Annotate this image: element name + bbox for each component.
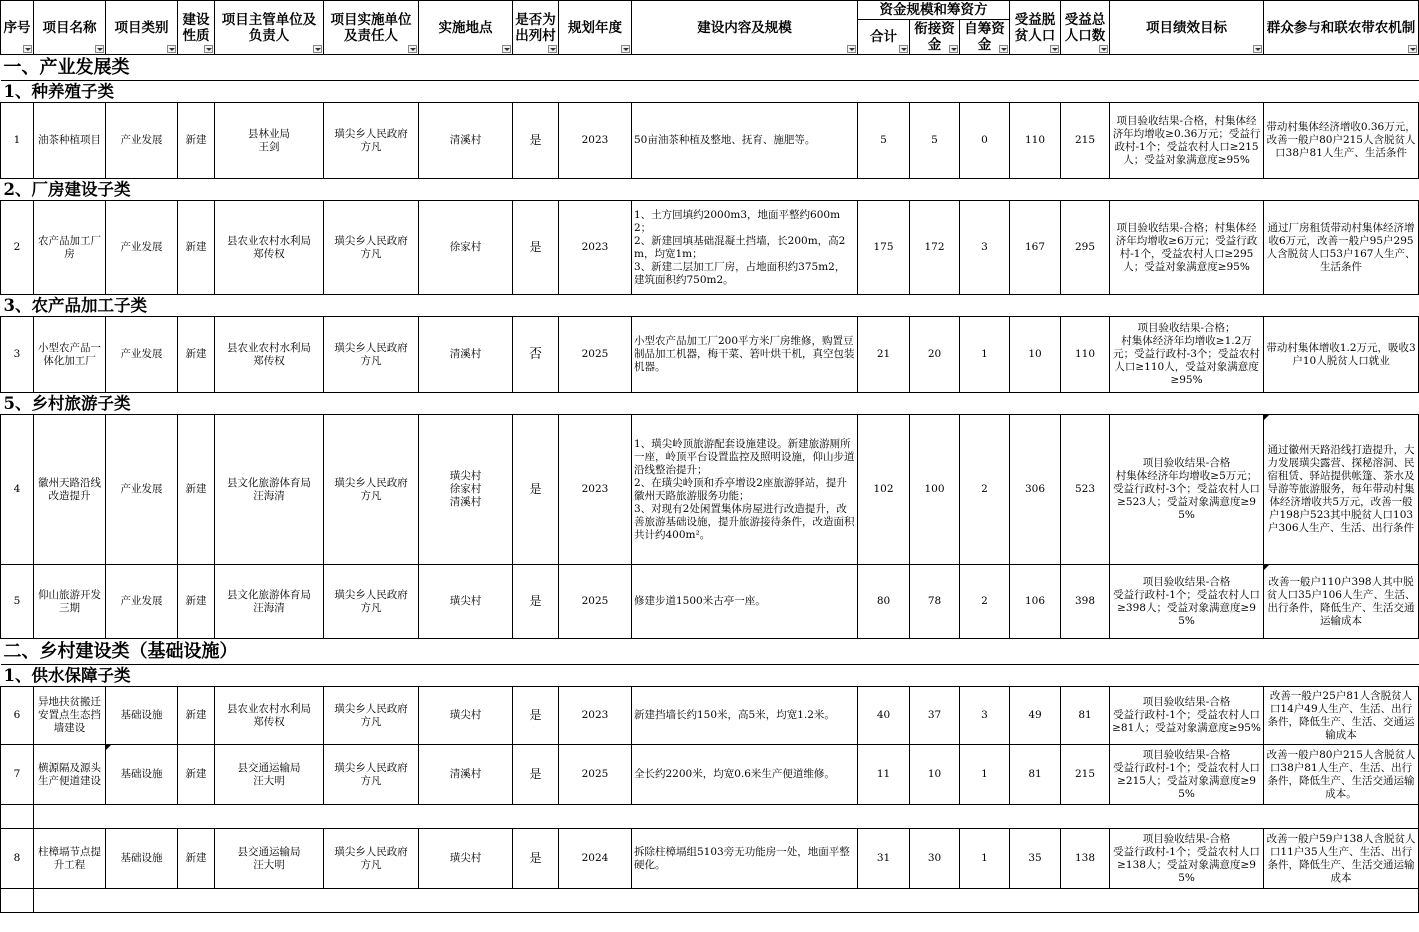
- cell-name[interactable]: 柱樟塥节点提升工程: [34, 829, 106, 889]
- cell-implementer[interactable]: 璜尖乡人民政府 方凡: [324, 745, 419, 805]
- header-mechanism[interactable]: [1264, 1, 1419, 55]
- cell-total[interactable]: 5: [858, 103, 910, 179]
- header-nature-label: 建设性质: [182, 11, 210, 44]
- cell-self-funds[interactable]: 3: [960, 687, 1010, 745]
- cell-location[interactable]: 璜尖村: [419, 829, 513, 889]
- cell-location[interactable]: 璜尖村: [419, 565, 513, 639]
- cell-linked-funds[interactable]: 78: [910, 565, 960, 639]
- header-benefit-total[interactable]: [1061, 1, 1110, 55]
- cell-year[interactable]: 2025: [559, 565, 632, 639]
- table-row: [1, 829, 1419, 889]
- cell-supervisor[interactable]: 县文化旅游体育局 汪海清: [215, 565, 324, 639]
- cell-nature[interactable]: 新建: [178, 201, 215, 295]
- table-row: [1, 317, 1419, 393]
- cell-self-funds[interactable]: 2: [960, 415, 1010, 565]
- cell-category[interactable]: 基础设施: [106, 687, 178, 745]
- cell-name[interactable]: 仰山旅游开发三期: [34, 565, 106, 639]
- cell-location[interactable]: 徐家村: [419, 201, 513, 295]
- cell-supervisor[interactable]: 县农业农村水利局 郑传权: [215, 201, 324, 295]
- subsection-heading[interactable]: 2、厂房建设子类: [1, 179, 1419, 201]
- header-goal[interactable]: [1110, 1, 1264, 55]
- table-row: [1, 103, 1419, 179]
- subsection-heading-row: [1, 393, 1419, 415]
- cell-name[interactable]: 小型农产品一体化加工厂: [34, 317, 106, 393]
- filter-dropdown-icon[interactable]: [313, 45, 322, 53]
- cell-total[interactable]: 31: [858, 829, 910, 889]
- cell-supervisor[interactable]: 县文化旅游体育局 汪海清: [215, 415, 324, 565]
- cell-mechanism[interactable]: 改善一般户25户81人含脱贫人口14户49人生产、生活、出行条件，降低生产、生活、交通运输成本: [1264, 687, 1419, 745]
- filter-dropdown-icon[interactable]: [548, 45, 557, 53]
- cell-benefit-poor[interactable]: 10: [1010, 317, 1061, 393]
- cell-content[interactable]: 新建挡墙长约150米，高5米，均宽1.2米。: [632, 687, 858, 745]
- cell-self-funds[interactable]: 0: [960, 103, 1010, 179]
- header-benefit-poor-label: 受益脱贫人口: [1014, 11, 1056, 44]
- cell-benefit-total[interactable]: 523: [1061, 415, 1110, 565]
- cell-benefit-total[interactable]: 215: [1061, 745, 1110, 805]
- cell-total[interactable]: 80: [858, 565, 910, 639]
- subsection-heading[interactable]: 5、乡村旅游子类: [1, 393, 1419, 415]
- cell-seq[interactable]: 8: [1, 829, 34, 889]
- filter-dropdown-icon[interactable]: [621, 45, 630, 53]
- cell-supervisor[interactable]: 县交通运输局 汪大明: [215, 829, 324, 889]
- cell-seq[interactable]: 4: [1, 415, 34, 565]
- cell-total[interactable]: 175: [858, 201, 910, 295]
- empty-cell[interactable]: [1, 805, 34, 829]
- cell-mechanism[interactable]: 带动村集体增收1.2万元，吸收3户10人脱贫人口就业: [1264, 317, 1419, 393]
- cell-seq[interactable]: 2: [1, 201, 34, 295]
- cell-linked-funds[interactable]: 30: [910, 829, 960, 889]
- cell-seq[interactable]: 3: [1, 317, 34, 393]
- cell-self-funds[interactable]: 1: [960, 829, 1010, 889]
- cell-total[interactable]: 11: [858, 745, 910, 805]
- section-heading[interactable]: 一、产业发展类: [1, 55, 1419, 81]
- cell-supervisor[interactable]: 县林业局 王剑: [215, 103, 324, 179]
- cell-total[interactable]: 102: [858, 415, 910, 565]
- header-location[interactable]: [419, 1, 513, 55]
- cell-location[interactable]: 璜尖村 徐家村 清溪村: [419, 415, 513, 565]
- cell-linked-funds[interactable]: 37: [910, 687, 960, 745]
- filter-dropdown-icon[interactable]: [95, 45, 104, 53]
- table-row: [1, 745, 1419, 805]
- cell-year[interactable]: 2023: [559, 103, 632, 179]
- cell-content[interactable]: 修建步道1500米古亭一座。: [632, 565, 858, 639]
- cell-benefit-poor[interactable]: 106: [1010, 565, 1061, 639]
- cell-listed[interactable]: 是: [513, 745, 559, 805]
- cell-mechanism[interactable]: 改善一般户59户138人含脱贫人口11户35人生产、生活、出行条件，降低生产、生活交通运输成本: [1264, 829, 1419, 889]
- comment-indicator-icon[interactable]: [106, 745, 111, 750]
- cell-benefit-poor[interactable]: 306: [1010, 415, 1061, 565]
- cell-goal[interactable]: 项目验收结果-合格 受益行政村-1个；受益农村人口≥398人；受益对象满意度≥95%: [1110, 565, 1264, 639]
- cell-implementer[interactable]: 璜尖乡人民政府 方凡: [324, 201, 419, 295]
- header-benefit-total-label: 受益总人口数: [1064, 11, 1106, 44]
- filter-dropdown-icon[interactable]: [23, 45, 32, 53]
- cell-nature[interactable]: 新建: [178, 745, 215, 805]
- cell-name[interactable]: 徽州天路沿线改造提升: [34, 415, 106, 565]
- cell-year[interactable]: 2023: [559, 201, 632, 295]
- header-content[interactable]: [632, 1, 858, 55]
- cell-content[interactable]: 1、璜尖岭顶旅游配套设施建设。新建旅游厕所一座，岭顶平台设置监控及照明设施，仰山步道沿线整治提升； 2、在璜尖岭顶和乔亭增设2座旅游驿站，提升徽州天路旅游服务功能； 3、对现有2处闲置集体房屋进行改造提升，改善旅游基础设施，提升旅游接待条件，改造面积共计约400m²。: [632, 415, 858, 565]
- cell-category[interactable]: 产业发展: [106, 201, 178, 295]
- filter-dropdown-icon[interactable]: [502, 45, 511, 53]
- cell-year[interactable]: 2025: [559, 745, 632, 805]
- cell-category[interactable]: 产业发展: [106, 317, 178, 393]
- cell-goal[interactable]: 项目验收结果-合格 村集体经济年均增收≥5万元；受益行政村-3个；受益农村人口≥523人；受益对象满意度≥95%: [1110, 415, 1264, 565]
- header-benefit-poor[interactable]: [1010, 1, 1061, 55]
- cell-supervisor[interactable]: 县交通运输局 汪大明: [215, 745, 324, 805]
- cell-listed[interactable]: 是: [513, 415, 559, 565]
- header-content-label: 建设内容及规模: [697, 19, 792, 36]
- cell-year[interactable]: 2024: [559, 829, 632, 889]
- header-total[interactable]: [858, 20, 910, 55]
- section-heading-row: [1, 639, 1419, 665]
- header-location-label: 实施地点: [438, 19, 493, 36]
- cell-linked-funds[interactable]: 100: [910, 415, 960, 565]
- cell-listed[interactable]: 是: [513, 103, 559, 179]
- header-goal-label: 项目绩效目标: [1146, 19, 1228, 36]
- cell-implementer[interactable]: 璜尖乡人民政府 方凡: [324, 317, 419, 393]
- cell-total[interactable]: 21: [858, 317, 910, 393]
- cell-goal[interactable]: 项目验收结果-合格 受益行政村-1个；受益农村人口≥138人；受益对象满意度≥95%: [1110, 829, 1264, 889]
- header-listed[interactable]: [513, 1, 559, 55]
- cell-implementer[interactable]: 璜尖乡人民政府 方凡: [324, 565, 419, 639]
- empty-row: [1, 889, 1419, 913]
- cell-benefit-total[interactable]: 215: [1061, 103, 1110, 179]
- cell-content[interactable]: 50亩油茶种植及整地、抚育、施肥等。: [632, 103, 858, 179]
- cell-total[interactable]: 40: [858, 687, 910, 745]
- cell-nature[interactable]: 新建: [178, 565, 215, 639]
- filter-dropdown-icon[interactable]: [167, 45, 176, 53]
- cell-implementer[interactable]: 璜尖乡人民政府 方凡: [324, 687, 419, 745]
- filter-dropdown-icon[interactable]: [1253, 45, 1262, 53]
- cell-self-funds[interactable]: 3: [960, 201, 1010, 295]
- section-heading-row: [1, 55, 1419, 81]
- section-heading[interactable]: 二、乡村建设类（基础设施）: [1, 639, 1419, 665]
- cell-year[interactable]: 2023: [559, 415, 632, 565]
- cell-linked-funds[interactable]: 172: [910, 201, 960, 295]
- empty-cell[interactable]: [1, 889, 34, 913]
- filter-dropdown-icon[interactable]: [1099, 45, 1108, 53]
- cell-year[interactable]: 2025: [559, 317, 632, 393]
- cell-name[interactable]: 异地扶贫搬迁安置点生态挡墙建设: [34, 687, 106, 745]
- table-body: [1, 55, 1419, 913]
- table-row: [1, 565, 1419, 639]
- header-name-label: 项目名称: [42, 19, 97, 36]
- filter-dropdown-icon[interactable]: [847, 45, 856, 53]
- cell-benefit-total[interactable]: 110: [1061, 317, 1110, 393]
- filter-dropdown-icon[interactable]: [1050, 45, 1059, 53]
- cell-listed[interactable]: 是: [513, 829, 559, 889]
- cell-linked-funds[interactable]: 20: [910, 317, 960, 393]
- cell-listed[interactable]: 是: [513, 565, 559, 639]
- cell-seq[interactable]: 1: [1, 103, 34, 179]
- cell-name[interactable]: 农产品加工厂房: [34, 201, 106, 295]
- header-name[interactable]: [34, 1, 106, 55]
- header-listed-label: 是否为出列村: [515, 11, 556, 44]
- cell-location[interactable]: 清溪村: [419, 317, 513, 393]
- header-linked-funds-label: 衔接资金: [914, 21, 955, 53]
- header-mechanism-label: 群众参与和联农带农机制: [1266, 19, 1416, 36]
- cell-category[interactable]: 基础设施: [106, 745, 178, 805]
- cell-linked-funds[interactable]: 5: [910, 103, 960, 179]
- cell-seq[interactable]: 7: [1, 745, 34, 805]
- cell-goal[interactable]: 项目验收结果-合格 受益行政村-1个；受益农村人口≥215人；受益对象满意度≥95%: [1110, 745, 1264, 805]
- header-nature[interactable]: [178, 1, 215, 55]
- cell-name[interactable]: 油茶种植项目: [34, 103, 106, 179]
- cell-listed[interactable]: 否: [513, 317, 559, 393]
- filter-dropdown-icon[interactable]: [899, 45, 908, 53]
- cell-category[interactable]: 产业发展: [106, 565, 178, 639]
- header-category-label: 项目类别: [114, 19, 169, 36]
- cell-benefit-poor[interactable]: 81: [1010, 745, 1061, 805]
- cell-nature[interactable]: 新建: [178, 415, 215, 565]
- cell-category[interactable]: 产业发展: [106, 415, 178, 565]
- subsection-heading-row: [1, 295, 1419, 317]
- header-implementer[interactable]: [324, 1, 419, 55]
- cell-mechanism[interactable]: 改善一般户110户398人其中脱贫人口35户106人生产、生活、出行条件，降低生产、生活交通运输成本: [1264, 565, 1419, 639]
- header-seq[interactable]: [1, 1, 34, 55]
- subsection-heading[interactable]: 1、种养殖子类: [1, 81, 1419, 103]
- header-linked-funds[interactable]: [910, 20, 960, 55]
- cell-category[interactable]: 基础设施: [106, 829, 178, 889]
- header-total-label: 合计: [870, 29, 897, 45]
- cell-content[interactable]: 拆除柱樟塥组5103旁无功能房一处，地面平整硬化。: [632, 829, 858, 889]
- filter-dropdown-icon[interactable]: [949, 45, 958, 53]
- cell-goal[interactable]: 项目验收结果-合格； 村集体经济年均增收≥1.2万元；受益行政村-3个；受益农村人口≥110人，受益对象满意度≥95%: [1110, 317, 1264, 393]
- cell-benefit-poor[interactable]: 167: [1010, 201, 1061, 295]
- filter-dropdown-icon[interactable]: [204, 45, 213, 53]
- cell-seq[interactable]: 6: [1, 687, 34, 745]
- subsection-heading-row: [1, 179, 1419, 201]
- cell-content[interactable]: 小型农产品加工厂200平方米厂房维修，购置豆制品加工机器，梅干菜、箬叶烘干机，真空包装机器。: [632, 317, 858, 393]
- comment-indicator-icon[interactable]: [1264, 565, 1269, 570]
- cell-listed[interactable]: 是: [513, 687, 559, 745]
- cell-goal[interactable]: 项目验收结果-合格，村集体经济年均增收≥0.36万元；受益行政村-1个；受益农村人口≥215人；受益对象满意度≥95%: [1110, 103, 1264, 179]
- cell-benefit-total[interactable]: 295: [1061, 201, 1110, 295]
- cell-supervisor[interactable]: 县农业农村水利局 郑传权: [215, 687, 324, 745]
- cell-nature[interactable]: 新建: [178, 829, 215, 889]
- comment-indicator-icon[interactable]: [1264, 415, 1269, 420]
- cell-benefit-poor[interactable]: 110: [1010, 103, 1061, 179]
- cell-nature[interactable]: 新建: [178, 687, 215, 745]
- cell-benefit-total[interactable]: 138: [1061, 829, 1110, 889]
- cell-implementer[interactable]: 璜尖乡人民政府 方凡: [324, 415, 419, 565]
- cell-mechanism[interactable]: 改善一般户80户215人含脱贫人口38户81人生产、生活、出行条件，降低生产、生活交通运输成本。: [1264, 745, 1419, 805]
- cell-year[interactable]: 2023: [559, 687, 632, 745]
- subsection-heading-row: [1, 665, 1419, 687]
- subsection-heading[interactable]: 3、农产品加工子类: [1, 295, 1419, 317]
- cell-benefit-poor[interactable]: 35: [1010, 829, 1061, 889]
- cell-seq[interactable]: 5: [1, 565, 34, 639]
- cell-implementer[interactable]: 璜尖乡人民政府 方凡: [324, 829, 419, 889]
- filter-dropdown-icon[interactable]: [999, 45, 1008, 53]
- cell-location[interactable]: 璜尖村: [419, 687, 513, 745]
- header-category[interactable]: [106, 1, 178, 55]
- cell-self-funds[interactable]: 2: [960, 565, 1010, 639]
- cell-name[interactable]: 横源隔及源头生产便道建设: [34, 745, 106, 805]
- cell-nature[interactable]: 新建: [178, 317, 215, 393]
- table-row: [1, 415, 1419, 565]
- cell-mechanism[interactable]: 带动村集体经济增收0.36万元，改善一般户80户215人含脱贫人口38户81人生产、生活条件: [1264, 103, 1419, 179]
- header-supervisor-label: 项目主管单位及负责人: [221, 11, 317, 44]
- header-funds-group: [858, 1, 1010, 20]
- filter-dropdown-icon[interactable]: [1408, 45, 1417, 53]
- cell-supervisor[interactable]: 县农业农村水利局 郑传权: [215, 317, 324, 393]
- cell-content[interactable]: 1、土方回填约2000m3，地面平整约600m2； 2、新建回填基础混凝土挡墙，长200m，高2m，均宽1m； 3、新建二层加工厂房，占地面积约375m2，建筑面积约750m2。: [632, 201, 858, 295]
- table-row: [1, 687, 1419, 745]
- cell-benefit-poor[interactable]: 49: [1010, 687, 1061, 745]
- header-year[interactable]: [559, 1, 632, 55]
- cell-nature[interactable]: 新建: [178, 103, 215, 179]
- empty-row: [1, 805, 1419, 829]
- header-self-funds-label: 自筹资金: [964, 21, 1005, 53]
- cell-mechanism[interactable]: 通过徽州天路沿线打造提升，大力发展璜尖露营、探秘溶洞、民宿租赁、驿站提供帐篷、茶水及导游等旅游服务，每年带动村集体经济增收共5万元，改善一般户198户523其中脱贫人口103户306人生产、生活、出行条件: [1264, 415, 1419, 565]
- table-row: [1, 201, 1419, 295]
- cell-category[interactable]: 产业发展: [106, 103, 178, 179]
- empty-cell[interactable]: [34, 889, 1419, 913]
- empty-cell[interactable]: [34, 805, 1419, 829]
- subsection-heading[interactable]: 1、供水保障子类: [1, 665, 1419, 687]
- header-self-funds[interactable]: [960, 20, 1010, 55]
- cell-goal[interactable]: 项目验收结果-合格 受益行政村-1个；受益农村人口≥81人；受益对象满意度≥95%: [1110, 687, 1264, 745]
- cell-self-funds[interactable]: 1: [960, 745, 1010, 805]
- cell-implementer[interactable]: 璜尖乡人民政府 方凡: [324, 103, 419, 179]
- cell-self-funds[interactable]: 1: [960, 317, 1010, 393]
- cell-location[interactable]: 清溪村: [419, 745, 513, 805]
- filter-dropdown-icon[interactable]: [408, 45, 417, 53]
- header-seq-label: 序号: [3, 19, 31, 36]
- header-funds-group-label: 资金规模和筹资方: [879, 2, 988, 18]
- cell-benefit-total[interactable]: 398: [1061, 565, 1110, 639]
- cell-listed[interactable]: 是: [513, 201, 559, 295]
- header-supervisor[interactable]: [215, 1, 324, 55]
- subsection-heading-row: [1, 81, 1419, 103]
- header-year-label: 规划年度: [568, 19, 622, 36]
- cell-linked-funds[interactable]: 10: [910, 745, 960, 805]
- cell-content[interactable]: 全长约2200米，均宽0.6米生产便道维修。: [632, 745, 858, 805]
- cell-location[interactable]: 清溪村: [419, 103, 513, 179]
- cell-benefit-total[interactable]: 81: [1061, 687, 1110, 745]
- header-implementer-label: 项目实施单位及责任人: [330, 11, 412, 44]
- cell-goal[interactable]: 项目验收结果-合格；村集体经济年均增收≥6万元；受益行政村-1个，受益农村人口≥295人；受益对象满意度≥95%: [1110, 201, 1264, 295]
- cell-mechanism[interactable]: 通过厂房租赁带动村集体经济增收6万元，改善一般户95户295人含脱贫人口53户167人生产、生活条件: [1264, 201, 1419, 295]
